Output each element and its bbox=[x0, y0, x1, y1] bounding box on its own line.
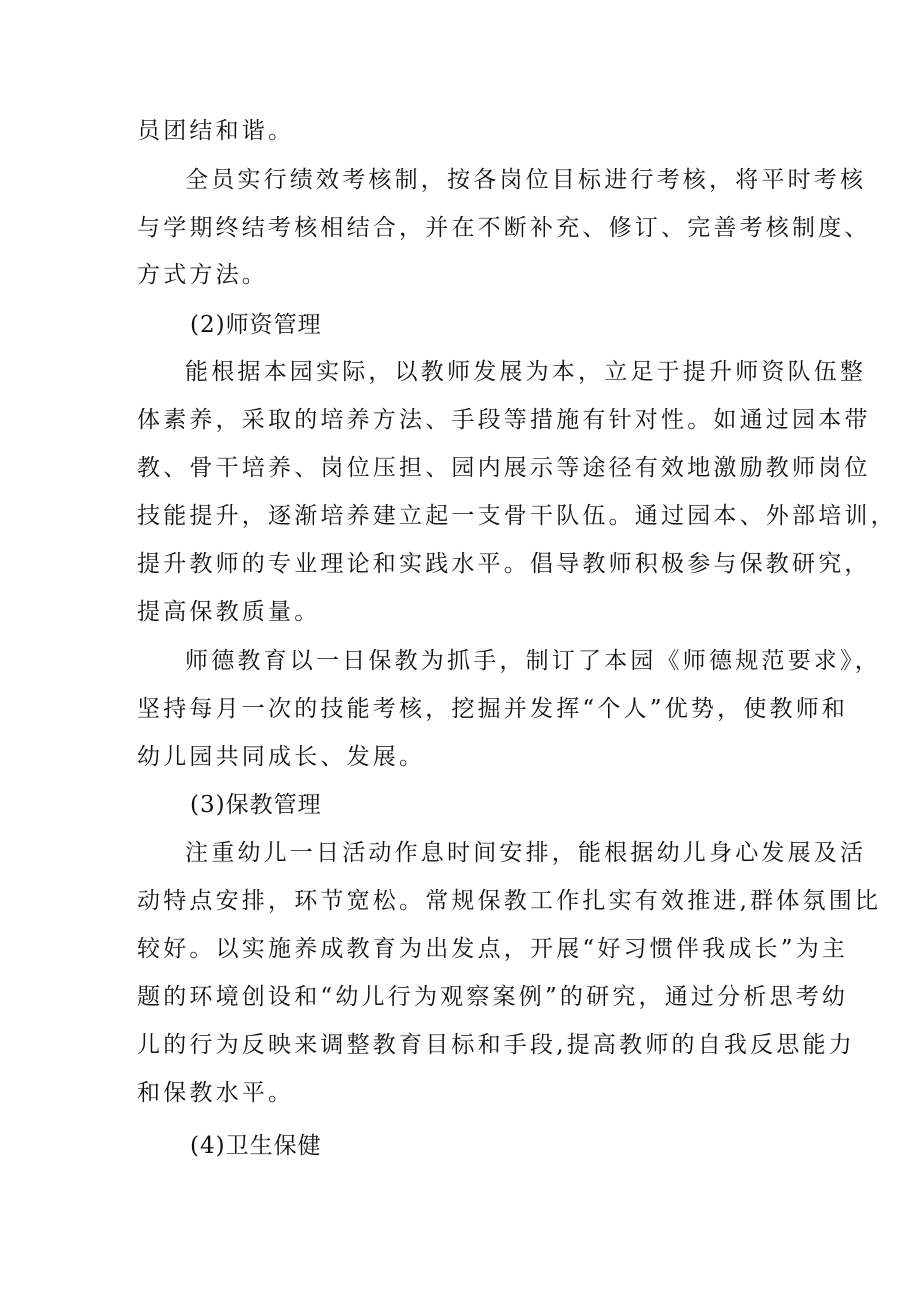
text-line: 幼儿园共同成长、发展。 bbox=[137, 744, 426, 770]
text-line: 坚持每月一次的技能考核，挖掘并发挥“个人”优势，使教师和 bbox=[137, 696, 849, 722]
text-line: 提升教师的专业理论和实践水平。倡导教师积极参与保教研究， bbox=[137, 551, 871, 577]
text-line: 儿的行为反映来调整教育目标和手段,提高教师的自我反思能力 bbox=[137, 1032, 855, 1058]
section-heading-health-care: (4)卫生保健 bbox=[190, 1133, 322, 1159]
text-line: 与学期终结考核相结合，并在不断补充、修订、完善考核制度、 bbox=[137, 215, 871, 241]
paragraph-start-line: 师德教育以一日保教为抓手，制订了本园《师德规范要求》， bbox=[185, 648, 881, 674]
paragraph-start-line: 全员实行绩效考核制，按各岗位目标进行考核，将平时考核 bbox=[185, 167, 867, 193]
text-line: 技能提升，逐渐培养建立起一支骨干队伍。通过园本、外部培训， bbox=[137, 503, 897, 529]
paragraph-start-line: 能根据本园实际，以教师发展为本，立足于提升师资队伍整 bbox=[185, 359, 867, 385]
paragraph-start-line: 注重幼儿一日活动作息时间安排，能根据幼儿身心发展及活 bbox=[185, 840, 867, 866]
text-line: 方式方法。 bbox=[137, 262, 268, 288]
text-line: 和保教水平。 bbox=[137, 1080, 295, 1106]
text-line: 题的环境创设和“幼儿行为观察案例”的研究，通过分析思考幼 bbox=[137, 984, 849, 1010]
text-line: 提高保教质量。 bbox=[137, 599, 321, 625]
text-line: 教、骨干培养、岗位压担、园内展示等途径有效地激励教师岗位 bbox=[137, 455, 871, 481]
text-line: 动特点安排，环节宽松。常规保教工作扎实有效推进,群体氛围比 bbox=[137, 888, 882, 914]
text-line: 较好。以实施养成教育为出发点，开展“好习惯伴我成长”为主 bbox=[137, 936, 849, 962]
text-line: 体素养，采取的培养方法、手段等措施有针对性。如通过园本带 bbox=[137, 407, 871, 433]
text-line: 员团结和谐。 bbox=[137, 118, 295, 144]
section-heading-care-education: (3)保教管理 bbox=[190, 792, 322, 818]
section-heading-teachers: (2)师资管理 bbox=[190, 312, 322, 338]
